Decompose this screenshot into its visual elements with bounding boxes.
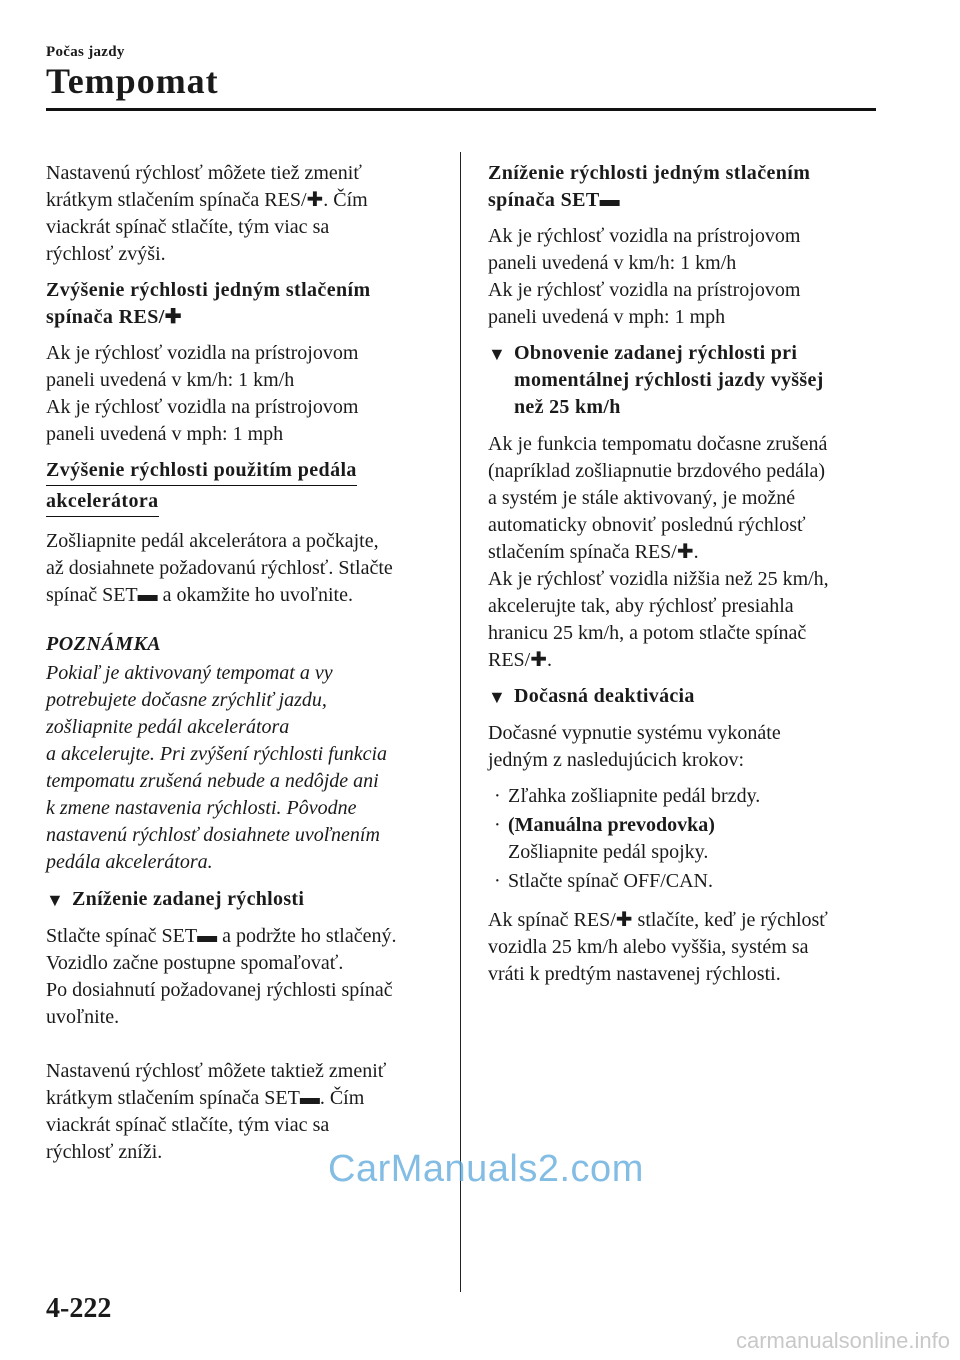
site-mark: carmanualsonline.info [735, 1328, 950, 1353]
increase-step-paragraph: Ak je rýchlosť vozidla na prístrojovom paneli uvedená v km/h: 1 km/h Ak je rýchlosť vozidla na prístrojovom paneli uvedená v mph: 1 mph [46, 342, 359, 445]
decrease-short-press-paragraph: Nastavenú rýchlosť môžete taktiež zmeniť krátkym stlačením spínača SET▬. Čím viackrát spínač stlačíte, tým viac sa rýchlosť zníži. [46, 1060, 387, 1163]
triangle-down-icon: ▼ [488, 344, 507, 364]
left-column [46, 160, 441, 1175]
intro-paragraph: Nastavenú rýchlosť môžete tiež zmeniť krátkym stlačením spínača RES/✚. Čím viackrát spínač stlačíte, tým viac sa rýchlosť zvýši. [46, 162, 368, 265]
page-number: 4-222 [46, 1293, 112, 1324]
bullet-icon: · [494, 785, 501, 807]
triangle-down-icon: ▼ [46, 890, 65, 910]
list-item: · (Manuálna prevodovka) Zošliapnite pedál spojky. [494, 814, 715, 863]
decrease-step-paragraph: Ak je rýchlosť vozidla na prístrojovom paneli uvedená v km/h: 1 km/h Ak je rýchlosť vozidla na prístrojovom paneli uvedená v mph: 1 mph [488, 225, 801, 328]
section-label: Počas jazdy [46, 44, 125, 60]
heading-decrease-single-press: Zníženie rýchlosti jedným stlačením spínača SET▬ [488, 162, 811, 211]
accelerator-paragraph: Zošliapnite pedál akcelerátora a počkajte, až dosiahnete požadovanú rýchlosť. Stlačte spínač SET▬ a okamžite ho uvoľnite. [46, 530, 393, 606]
heading-increase-accelerator: Zvýšenie rýchlosti použitím pedála akcelerátora [46, 457, 441, 519]
bullet-list [488, 783, 883, 895]
bullet-icon: · [494, 814, 501, 836]
heading-decrease-speed: ▼ Zníženie zadanej rýchlosti [46, 886, 441, 913]
triangle-down-icon: ▼ [488, 687, 507, 707]
column-divider [460, 152, 461, 1292]
bullet-icon: · [494, 870, 501, 892]
resume-threshold-paragraph: Ak spínač RES/✚ stlačíte, keď je rýchlosť vozidla 25 km/h alebo vyššia, systém sa vráti k predtým nastavenej rýchlosti. [488, 909, 828, 985]
decrease-paragraph: Stlačte spínač SET▬ a podržte ho stlačený. Vozidlo začne postupne spomaľovať. Po dosiahnutí požadovanej rýchlosti spínač uvoľnite. [46, 925, 397, 1028]
list-item: · Stlačte spínač OFF/CAN. [488, 868, 883, 895]
title-rule [46, 108, 876, 111]
heading-resume-speed: ▼ Obnovenie zadanej rýchlosti pri momentálnej rýchlosti jazdy vyššej než 25 km/h [488, 342, 824, 418]
watermark: CarManuals2.com [328, 1148, 644, 1190]
deactivation-paragraph: Dočasné vypnutie systému vykonáte jedným z nasledujúcich krokov: [488, 722, 781, 771]
list-item: · Zľahka zošliapnite pedál brzdy. [488, 783, 883, 810]
resume-paragraph: Ak je funkcia tempomatu dočasne zrušená (napríklad zošliapnutie brzdového pedála) a systém je stále aktivovaný, je možné automaticky obnoviť poslednú rýchlosť stlačením spínača RES/✚. Ak je rýchlosť vozidla nižšia než 25 km/h, akcelerujte tak, aby rýchlosť presiahla hranicu 25 km/h, a potom stlačte spínač RES/✚. [488, 433, 829, 671]
note-text: Pokiaľ je aktivovaný tempomat a vy potrebujete dočasne zrýchliť jazdu, zošliapnite pedál akcelerátora a akcelerujte. Pri zvýšení rýchlosti funkcia tempomatu zrušená nebude a nedôjde ani k zmene nastavenia rýchlosti. Pôvodne nastavenú rýchlosť dosiahnete uvoľnením pedála akcelerátora. [46, 662, 388, 873]
page-title: Tempomat [46, 61, 219, 101]
note-title: POZNÁMKA [46, 633, 162, 655]
heading-increase-single-press: Zvýšenie rýchlosti jedným stlačením spínača RES/✚ [46, 279, 371, 328]
right-column [488, 160, 883, 997]
heading-temporary-deactivation: ▼ Dočasná deaktivácia [488, 683, 883, 710]
